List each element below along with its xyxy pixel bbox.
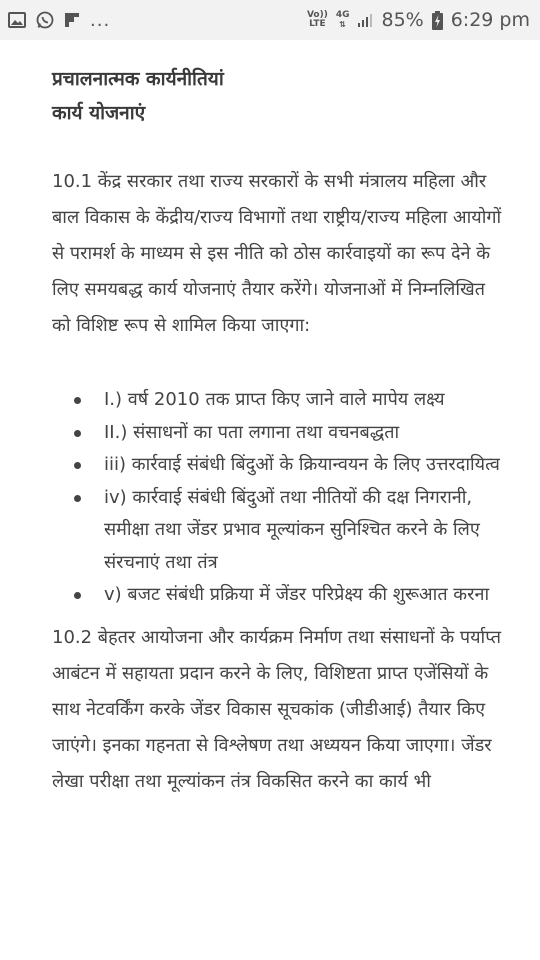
list-item <box>52 417 502 450</box>
volte-label: Vo)) <box>306 10 328 20</box>
status-bar <box>0 0 540 40</box>
more-notifications-indicator: ... <box>90 9 111 31</box>
network-label: 4G <box>335 10 350 20</box>
section-heading: प्रचालनात्मक कार्यनीतियां <box>52 68 224 90</box>
lte-label: LTE <box>309 19 326 29</box>
battery-percentage: 85% <box>381 9 424 31</box>
list-item-text: iii) कार्रवाई संबंधी बिंदुओं के क्रियान्वयन के लिए उत्तरदायित्व <box>104 454 500 475</box>
system-status <box>307 9 530 31</box>
list-item <box>52 449 502 482</box>
list-item <box>52 579 502 612</box>
list-item <box>52 384 502 417</box>
list-item-text: I.) वर्ष 2010 तक प्राप्त किए जाने वाले मापेय लक्ष्य <box>104 389 445 410</box>
bullet-icon <box>74 430 81 437</box>
list-item <box>52 482 502 580</box>
data-arrows-icon: ⇅ <box>339 20 346 29</box>
list-item-text: iv) कार्रवाई संबंधी बिंदुओं तथा नीतियों की दक्ष निगरानी, समीक्षा तथा जेंडर प्रभाव मूल्यांकन सुनिश्चित करने के लिए संरचनाएं तथा तंत्र <box>104 486 480 573</box>
bullet-icon <box>74 462 81 469</box>
battery-charging-icon <box>432 11 443 30</box>
clock: 6:29 pm <box>450 9 530 31</box>
list-item-text: II.) संसाधनों का पता लगाना तथा वचनबद्धता <box>104 421 400 443</box>
image-icon <box>8 12 26 28</box>
paragraph-10-2: 10.2 बेहतर आयोजना और कार्यक्रम निर्माण तथा संसाधनों के पर्याप्त आबंटन में सहायता प्रदान करने के लिए, विशिष्टता प्राप्त एजेंसियों के साथ नेटवर्किंग करके जेंडर विकास सूचकांक (जीडीआई) तैयार किए जाएंगे। इनका गहनता से विश्लेषण तथा अध्ययन किया जाएगा। जेंडर लेखा परीक्षा तथा मूल्यांकन तंत्र विकसित करने का कार्य भी <box>52 626 502 792</box>
bullet-icon <box>74 397 81 404</box>
bullet-icon <box>74 495 81 502</box>
network-type-indicator <box>336 11 350 29</box>
bullet-icon <box>74 592 81 599</box>
volte-indicator <box>307 11 328 29</box>
flipboard-icon <box>64 12 80 28</box>
notification-icons <box>8 10 110 31</box>
list-item-text: v) बजट संबंधी प्रक्रिया में जेंडर परिप्रेक्ष्य की शुरूआत करना <box>104 584 490 605</box>
article-body <box>52 62 502 800</box>
signal-icon <box>357 12 373 28</box>
action-plan-list <box>52 384 502 612</box>
whatsapp-icon <box>36 11 54 29</box>
subsection-heading: कार्य योजनाएं <box>52 102 146 124</box>
paragraph-10-1: 10.1 केंद्र सरकार तथा राज्य सरकारों के सभी मंत्रालय महिला और बाल विकास के केंद्रीय/राज्य विभागों तथा राष्ट्रीय/राज्य महिला आयोगों से परामर्श के माध्यम से इस नीति को ठोस कार्रवाइयों का रूप देने के लिए समयबद्ध कार्य योजनाएं तैयार करेंगे। योजनाओं में निम्नलिखित को विशिष्ट रूप से शामिल किया जाएगा: <box>52 171 502 336</box>
